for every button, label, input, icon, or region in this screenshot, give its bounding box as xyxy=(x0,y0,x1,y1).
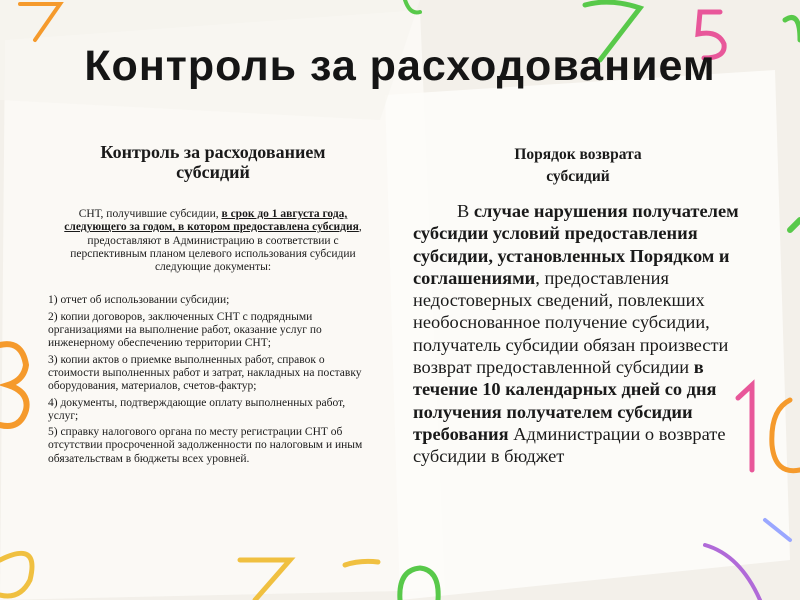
right-column-heading xyxy=(413,144,743,188)
intro-deadline-text: в срок до 1 августа года, следующего за годом, в котором предоставлена субсидия xyxy=(64,208,359,234)
list-item: 2) копии договоров, заключенных СНТ с подрядными организациями на выполнение работ, оказание услуг по инженерному обеспечению территории СНТ; xyxy=(48,310,322,350)
number-doodle-2-icon xyxy=(785,18,800,41)
refund-paragraph xyxy=(413,200,743,468)
refund-end-text: Администрации о возврате субсидии в бюджет xyxy=(413,423,726,467)
left-intro-paragraph xyxy=(58,208,368,274)
right-column xyxy=(413,144,743,468)
left-column-heading xyxy=(48,142,378,182)
right-heading-line-2: субсидий xyxy=(546,168,610,185)
slide-title: Контроль за расходованием xyxy=(84,42,716,90)
documents-list xyxy=(48,294,378,466)
left-heading-line-1: Контроль за расходованием xyxy=(100,142,326,162)
refund-middle-text: , предоставления недостоверных сведений, повлекших необоснованное получение субсидии, получатель субсидии обязан произвести возврат предоставленной субсидии xyxy=(413,267,729,378)
list-item: 1) отчет об использовании субсидии; xyxy=(48,294,230,307)
left-heading-line-2: субсидий xyxy=(176,162,250,182)
refund-start-text: В xyxy=(457,201,474,221)
intro-start-text: СНТ, получившие субсидии, xyxy=(78,208,222,220)
list-item: 5) справку налогового органа по месту регистрации СНТ об отсутствии просроченной задолженности по налоговым и иным обязательствам в бюджеты всех уровней. xyxy=(48,426,363,465)
list-item: 3) копии актов о приемке выполненных работ, справок о стоимости выполненных работ и затрат, накладных на поставку оборудования, материалов, счетов-фактур; xyxy=(48,353,362,393)
right-heading-line-1: Порядок возврата xyxy=(514,146,642,163)
list-item: 4) документы, подтверждающие оплату выполненных работ, услуг; xyxy=(48,396,346,422)
number-doodle-1-icon xyxy=(790,220,800,230)
intro-end-text: , предоставляют в Администрацию в соответствии с перспективным планом целевого использования субсидии следующие документы: xyxy=(70,221,362,274)
refund-deadline-text: в течение 10 календарных дней со дня получения получателем субсидии требования xyxy=(413,357,717,444)
refund-violation-text: случае нарушения получателем субсидии условий предоставления субсидии, установленных Порядком и соглашениями xyxy=(413,201,739,288)
left-column xyxy=(48,142,378,469)
